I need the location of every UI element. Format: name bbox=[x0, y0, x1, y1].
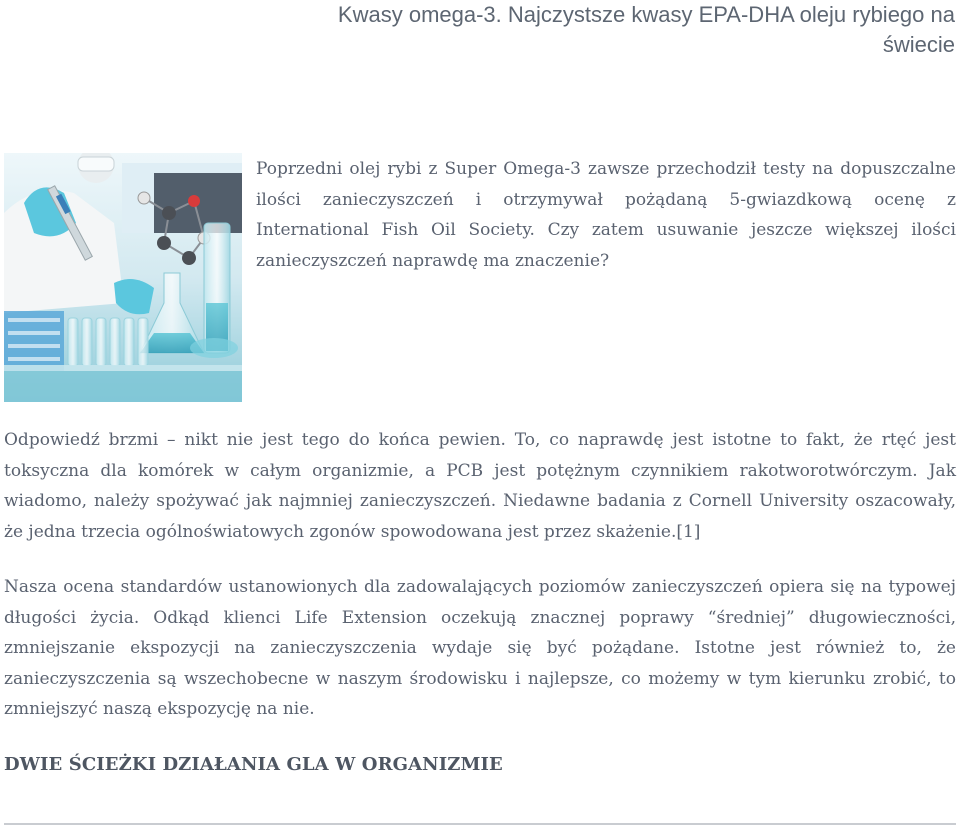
section-heading: DWIE ŚCIEŻKI DZIAŁANIA GLA W ORGANIZMIE bbox=[4, 754, 503, 775]
laboratory-photo bbox=[4, 153, 242, 402]
body-paragraph-2: Nasza ocena standardów ustanowionych dla zadowalających poziomów zanieczyszczeń opiera się na typowej długości życia. Odkąd klienci Life Extension oczekują znacznej poprawy “średniej” długowieczności, zmniejszanie ekspozycji na zanieczyszczenia wydaje się być pożądane. Istotne jest również to, że zanieczyszczenia są wszechobecne w naszym środowisku i najlepsze, co możemy w tym kierunku zrobić, to zmniejszyć naszą ekspozycję na nie. bbox=[4, 577, 956, 719]
article-title: Kwasy omega-3. Najczystsze kwasy EPA-DHA oleju rybiego na świecie bbox=[337, 2, 955, 57]
body-paragraph-1: Odpowiedź brzmi – nikt nie jest tego do końca pewien. To, co naprawdę jest istotne to fakt, że rtęć jest toksyczna dla komórek w całym organizmie, a PCB jest potężnym czynnikiem rakotworotwórczym. Jak wiadomo, należy spożywać jak najmniej zanieczyszczeń. Niedawne badania z Cornell University oszacowały, że jedna trzecia ogólnoświatowych zgonów spowodowana jest przez skażenie.[1] bbox=[4, 430, 956, 542]
intro-paragraph: Poprzedni olej rybi z Super Omega-3 zawsze przechodził testy na dopuszczalne ilości zanieczyszczeń i otrzymywał pożądaną 5-gwiazdkową ocenę z International Fish Oil Society. Czy zatem usuwanie jeszcze większej ilości zanieczyszczeń naprawdę ma znaczenie? bbox=[256, 159, 956, 271]
section-divider bbox=[4, 823, 956, 825]
